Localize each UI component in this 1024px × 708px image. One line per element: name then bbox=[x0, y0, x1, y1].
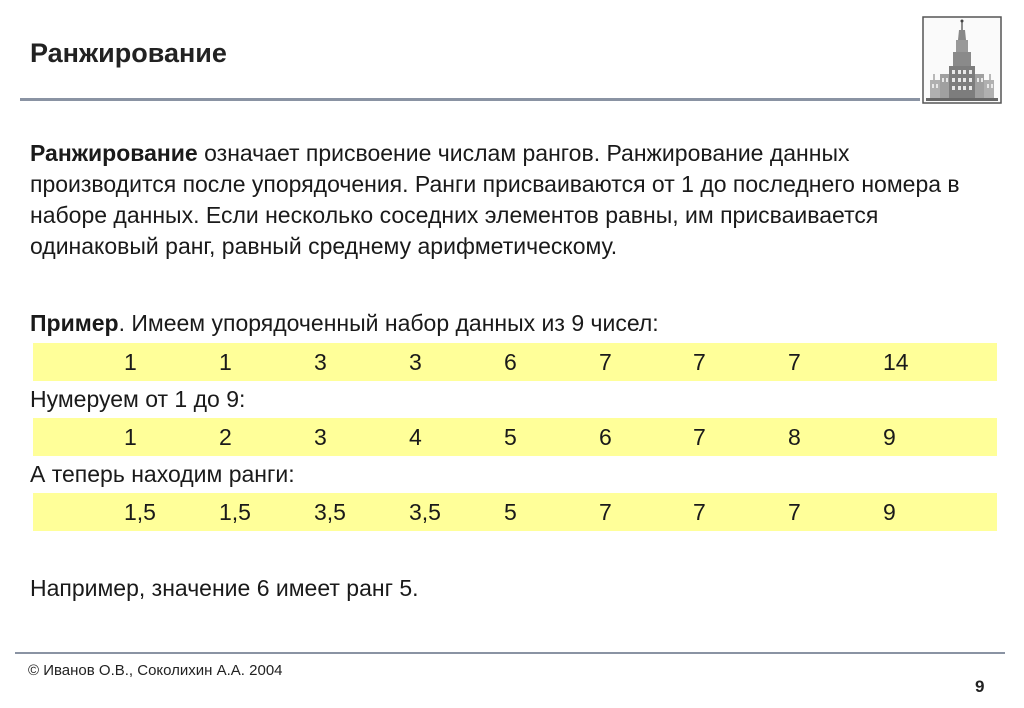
slide-title: Ранжирование bbox=[30, 38, 227, 68]
page-number: 9 bbox=[975, 677, 985, 696]
value-cell: 3 bbox=[314, 349, 327, 375]
rank-cell: 3,5 bbox=[314, 499, 346, 525]
definition-term: Ранжирование bbox=[30, 140, 198, 166]
footer-rule bbox=[15, 652, 1005, 654]
value-cell: 7 bbox=[693, 349, 706, 375]
number-cell: 9 bbox=[883, 424, 896, 450]
rank-cell: 3,5 bbox=[409, 499, 441, 525]
conclusion-line: Например, значение 6 имеет ранг 5. bbox=[30, 575, 419, 601]
copyright: © Иванов О.В., Соколихин А.А. 2004 bbox=[28, 662, 283, 679]
definition-paragraph bbox=[30, 138, 995, 262]
value-cell: 1 bbox=[219, 349, 232, 375]
ranks-row bbox=[33, 493, 997, 531]
rank-cell: 9 bbox=[883, 499, 896, 525]
example-line bbox=[30, 310, 659, 337]
example-term: Пример bbox=[30, 310, 119, 336]
number-cell: 5 bbox=[504, 424, 517, 450]
ranks-line: А теперь находим ранги: bbox=[30, 461, 295, 487]
value-cell: 1 bbox=[124, 349, 137, 375]
number-cell: 8 bbox=[788, 424, 801, 450]
university-logo bbox=[922, 16, 1002, 104]
rank-cell: 7 bbox=[788, 499, 801, 525]
number-cell: 7 bbox=[693, 424, 706, 450]
value-cell: 7 bbox=[599, 349, 612, 375]
value-cell: 14 bbox=[883, 349, 909, 375]
example-text: . Имеем упорядоченный набор данных из 9 чисел: bbox=[118, 310, 659, 336]
value-cell: 7 bbox=[788, 349, 801, 375]
numbers-row bbox=[33, 418, 997, 456]
number-cell: 3 bbox=[314, 424, 327, 450]
value-cell: 6 bbox=[504, 349, 517, 375]
definition-text: означает присвоение числам рангов. Ранжирование данных производится после упорядочения. Ранги присваиваются от 1 до последнего номера в наборе данных. Если несколько соседних элементов равны, им присваивается одинаковый ранг, равный среднему арифметическому. bbox=[30, 140, 960, 259]
rank-cell: 5 bbox=[504, 499, 517, 525]
number-cell: 2 bbox=[219, 424, 232, 450]
value-cell: 3 bbox=[409, 349, 422, 375]
rank-cell: 1,5 bbox=[219, 499, 251, 525]
number-cell: 1 bbox=[124, 424, 137, 450]
rank-cell: 1,5 bbox=[124, 499, 156, 525]
university-building-icon bbox=[922, 16, 1002, 104]
values-row bbox=[33, 343, 997, 381]
number-cell: 6 bbox=[599, 424, 612, 450]
rank-cell: 7 bbox=[693, 499, 706, 525]
number-cell: 4 bbox=[409, 424, 422, 450]
title-rule bbox=[20, 98, 920, 101]
numbering-line: Нумеруем от 1 до 9: bbox=[30, 386, 246, 412]
rank-cell: 7 bbox=[599, 499, 612, 525]
